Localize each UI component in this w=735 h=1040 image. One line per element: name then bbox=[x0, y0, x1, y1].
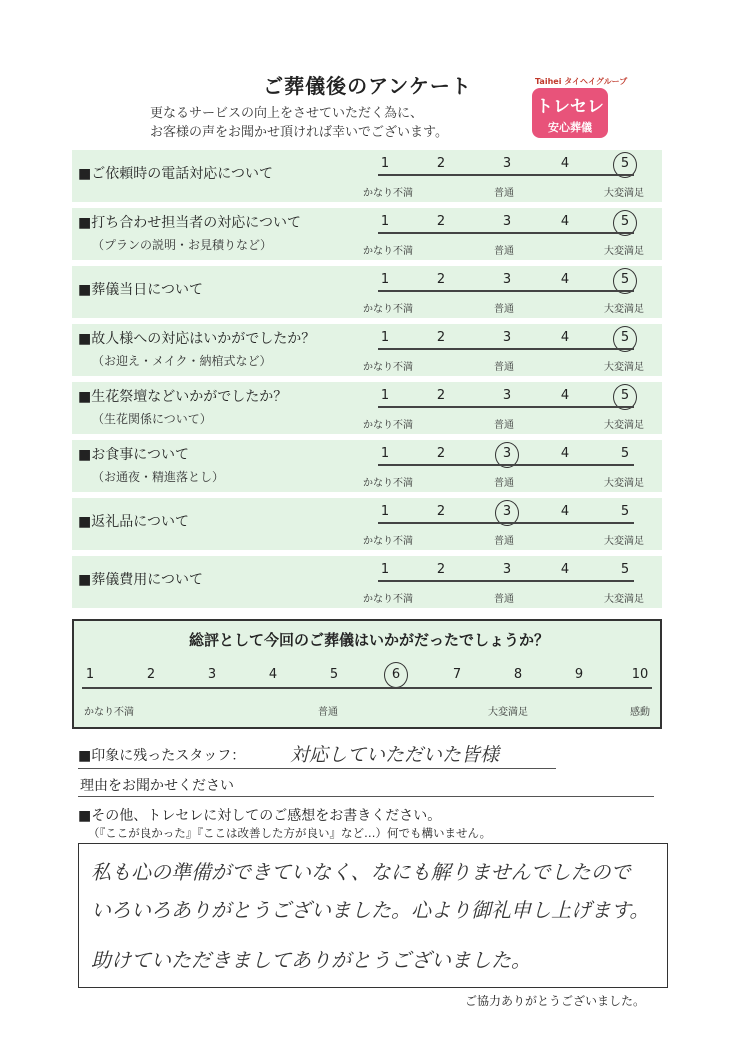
overall-number[interactable]: 10 bbox=[631, 667, 649, 682]
scale-label-mid: 普通 bbox=[494, 304, 514, 315]
scale-number[interactable]: 3 bbox=[502, 504, 512, 519]
scale-number[interactable]: 3 bbox=[502, 272, 512, 287]
scale-number[interactable]: 2 bbox=[436, 330, 446, 345]
logo-group-name: Taihei タイヘイグループ bbox=[535, 77, 628, 86]
scale-number[interactable]: 4 bbox=[560, 156, 570, 171]
scale-number[interactable]: 5 bbox=[620, 562, 630, 577]
scale-number[interactable]: 4 bbox=[560, 272, 570, 287]
intro-line-2: お客様の声をお聞かせ頂ければ幸いでございます。 bbox=[150, 125, 448, 140]
overall-number[interactable]: 2 bbox=[146, 667, 156, 682]
scale-number[interactable]: 5 bbox=[620, 272, 630, 287]
scale-label-mid: 普通 bbox=[494, 594, 514, 605]
staff-answer: 対応していただいた皆様 bbox=[290, 744, 500, 766]
scale-label-low: かなり不満 bbox=[363, 246, 413, 257]
overall-rating-panel bbox=[72, 619, 662, 729]
question-subtitle: （お通夜・精進落とし） bbox=[92, 470, 225, 484]
reason-label: 理由をお聞かせください bbox=[80, 778, 234, 794]
scale-label-low: かなり不満 bbox=[363, 594, 413, 605]
scale-number[interactable]: 4 bbox=[560, 330, 570, 345]
scale-label-high: 大変満足 bbox=[604, 478, 644, 489]
scale-number[interactable]: 1 bbox=[380, 504, 390, 519]
overall-scale-line bbox=[82, 687, 652, 689]
comment-line-3: 助けていただきましてありがとうございました。 bbox=[91, 948, 531, 972]
question-title: ■故人様への対応はいかがでしたか？ bbox=[78, 331, 316, 347]
scale-number[interactable]: 2 bbox=[436, 562, 446, 577]
scale-label-low: かなり不満 bbox=[363, 478, 413, 489]
scale-label-high: 大変満足 bbox=[604, 362, 644, 373]
overall-label-high: 大変満足 bbox=[488, 707, 528, 718]
scale-number[interactable]: 3 bbox=[502, 446, 512, 461]
reason-underline bbox=[78, 796, 654, 797]
overall-number[interactable]: 6 bbox=[391, 667, 401, 682]
scale-line bbox=[378, 522, 634, 524]
overall-selected-circle bbox=[384, 662, 408, 688]
scale-line bbox=[378, 406, 634, 408]
scale-number[interactable]: 1 bbox=[380, 446, 390, 461]
scale-number[interactable]: 3 bbox=[502, 330, 512, 345]
survey-title: ご葬儀後のアンケート bbox=[263, 74, 472, 98]
scale-label-high: 大変満足 bbox=[604, 594, 644, 605]
question-title: ■葬儀当日について bbox=[78, 282, 203, 298]
overall-number[interactable]: 9 bbox=[574, 667, 584, 682]
scale-label-low: かなり不満 bbox=[363, 188, 413, 199]
staff-label: ■印象に残ったスタッフ： bbox=[78, 748, 246, 764]
scale-line bbox=[378, 290, 634, 292]
comment-line-2: いろいろありがとうございました。心より御礼申し上げます。 bbox=[91, 898, 650, 922]
scale-number[interactable]: 2 bbox=[436, 446, 446, 461]
comment-line-1: 私も心の準備ができていなく、なにも解りませんでしたので bbox=[91, 860, 631, 884]
scale-label-low: かなり不満 bbox=[363, 304, 413, 315]
scale-label-mid: 普通 bbox=[494, 188, 514, 199]
scale-number[interactable]: 1 bbox=[380, 330, 390, 345]
scale-line bbox=[378, 464, 634, 466]
overall-title: 総評として今回のご葬儀はいかがだったでしょうか？ bbox=[188, 631, 549, 649]
question-title: ■お食事について bbox=[78, 447, 189, 463]
question-title: ■葬儀費用について bbox=[78, 572, 203, 588]
scale-line bbox=[378, 580, 634, 582]
scale-number[interactable]: 5 bbox=[620, 504, 630, 519]
scale-number[interactable]: 5 bbox=[620, 214, 630, 229]
overall-label-top: 感動 bbox=[630, 707, 650, 718]
scale-line bbox=[378, 348, 634, 350]
footer-thanks: ご協力ありがとうございました。 bbox=[465, 994, 646, 1008]
question-title: ■返礼品について bbox=[78, 514, 189, 530]
logo-tagline: 安心葬儀 bbox=[548, 121, 592, 134]
scale-label-mid: 普通 bbox=[494, 246, 514, 257]
overall-number[interactable]: 5 bbox=[329, 667, 339, 682]
scale-number[interactable]: 5 bbox=[620, 330, 630, 345]
scale-label-low: かなり不満 bbox=[363, 536, 413, 547]
logo bbox=[532, 88, 608, 138]
scale-number[interactable]: 2 bbox=[436, 272, 446, 287]
question-subtitle: （お迎え・メイク・納棺式など） bbox=[92, 354, 272, 368]
overall-label-low: かなり不満 bbox=[84, 707, 134, 718]
overall-number[interactable]: 3 bbox=[207, 667, 217, 682]
scale-label-mid: 普通 bbox=[494, 362, 514, 373]
scale-number[interactable]: 4 bbox=[560, 504, 570, 519]
scale-number[interactable]: 2 bbox=[436, 214, 446, 229]
scale-number[interactable]: 4 bbox=[560, 446, 570, 461]
logo-brand: トレセレ bbox=[536, 97, 604, 117]
question-title: ■打ち合わせ担当者の対応について bbox=[78, 215, 301, 231]
scale-number[interactable]: 3 bbox=[502, 156, 512, 171]
scale-number[interactable]: 1 bbox=[380, 214, 390, 229]
staff-underline bbox=[78, 768, 556, 769]
question-title: ■ご依頼時の電話対応について bbox=[78, 166, 273, 182]
scale-number[interactable]: 3 bbox=[502, 214, 512, 229]
scale-number[interactable]: 2 bbox=[436, 156, 446, 171]
scale-number[interactable]: 1 bbox=[380, 562, 390, 577]
scale-number[interactable]: 4 bbox=[560, 214, 570, 229]
comment-box bbox=[78, 843, 668, 988]
overall-number[interactable]: 8 bbox=[513, 667, 523, 682]
scale-number[interactable]: 5 bbox=[620, 388, 630, 403]
scale-number[interactable]: 3 bbox=[502, 388, 512, 403]
overall-number[interactable]: 7 bbox=[452, 667, 462, 682]
scale-number[interactable]: 4 bbox=[560, 388, 570, 403]
scale-label-mid: 普通 bbox=[494, 478, 514, 489]
scale-number[interactable]: 4 bbox=[560, 562, 570, 577]
scale-label-high: 大変満足 bbox=[604, 304, 644, 315]
question-title: ■生花祭壇などいかがでしたか？ bbox=[78, 389, 288, 405]
scale-number[interactable]: 1 bbox=[380, 156, 390, 171]
scale-label-low: かなり不満 bbox=[363, 420, 413, 431]
overall-label-mid: 普通 bbox=[318, 707, 338, 718]
scale-label-mid: 普通 bbox=[494, 536, 514, 547]
question-subtitle: （プランの説明・お見積りなど） bbox=[92, 238, 273, 252]
overall-number[interactable]: 1 bbox=[85, 667, 95, 682]
scale-line bbox=[378, 232, 634, 234]
question-subtitle: （生花関係について） bbox=[92, 412, 212, 426]
scale-number[interactable]: 2 bbox=[436, 504, 446, 519]
scale-label-high: 大変満足 bbox=[604, 246, 644, 257]
comments-note: （『ここが良かった』『ここは改善した方が良い』など…）何でも構いません。 bbox=[88, 826, 492, 840]
scale-number[interactable]: 5 bbox=[620, 446, 630, 461]
scale-number[interactable]: 3 bbox=[502, 562, 512, 577]
scale-number[interactable]: 1 bbox=[380, 272, 390, 287]
scale-number[interactable]: 2 bbox=[436, 388, 446, 403]
overall-number[interactable]: 4 bbox=[268, 667, 278, 682]
scale-label-high: 大変満足 bbox=[604, 188, 644, 199]
scale-label-high: 大変満足 bbox=[604, 420, 644, 431]
scale-label-low: かなり不満 bbox=[363, 362, 413, 373]
scale-number[interactable]: 5 bbox=[620, 156, 630, 171]
scale-label-high: 大変満足 bbox=[604, 536, 644, 547]
scale-number[interactable]: 1 bbox=[380, 388, 390, 403]
intro-line-1: 更なるサービスの向上をさせていただく為に、 bbox=[150, 106, 424, 121]
comments-label: ■その他、トレセレに対してのご感想をお書きください。 bbox=[78, 808, 442, 824]
scale-line bbox=[378, 174, 634, 176]
scale-label-mid: 普通 bbox=[494, 420, 514, 431]
